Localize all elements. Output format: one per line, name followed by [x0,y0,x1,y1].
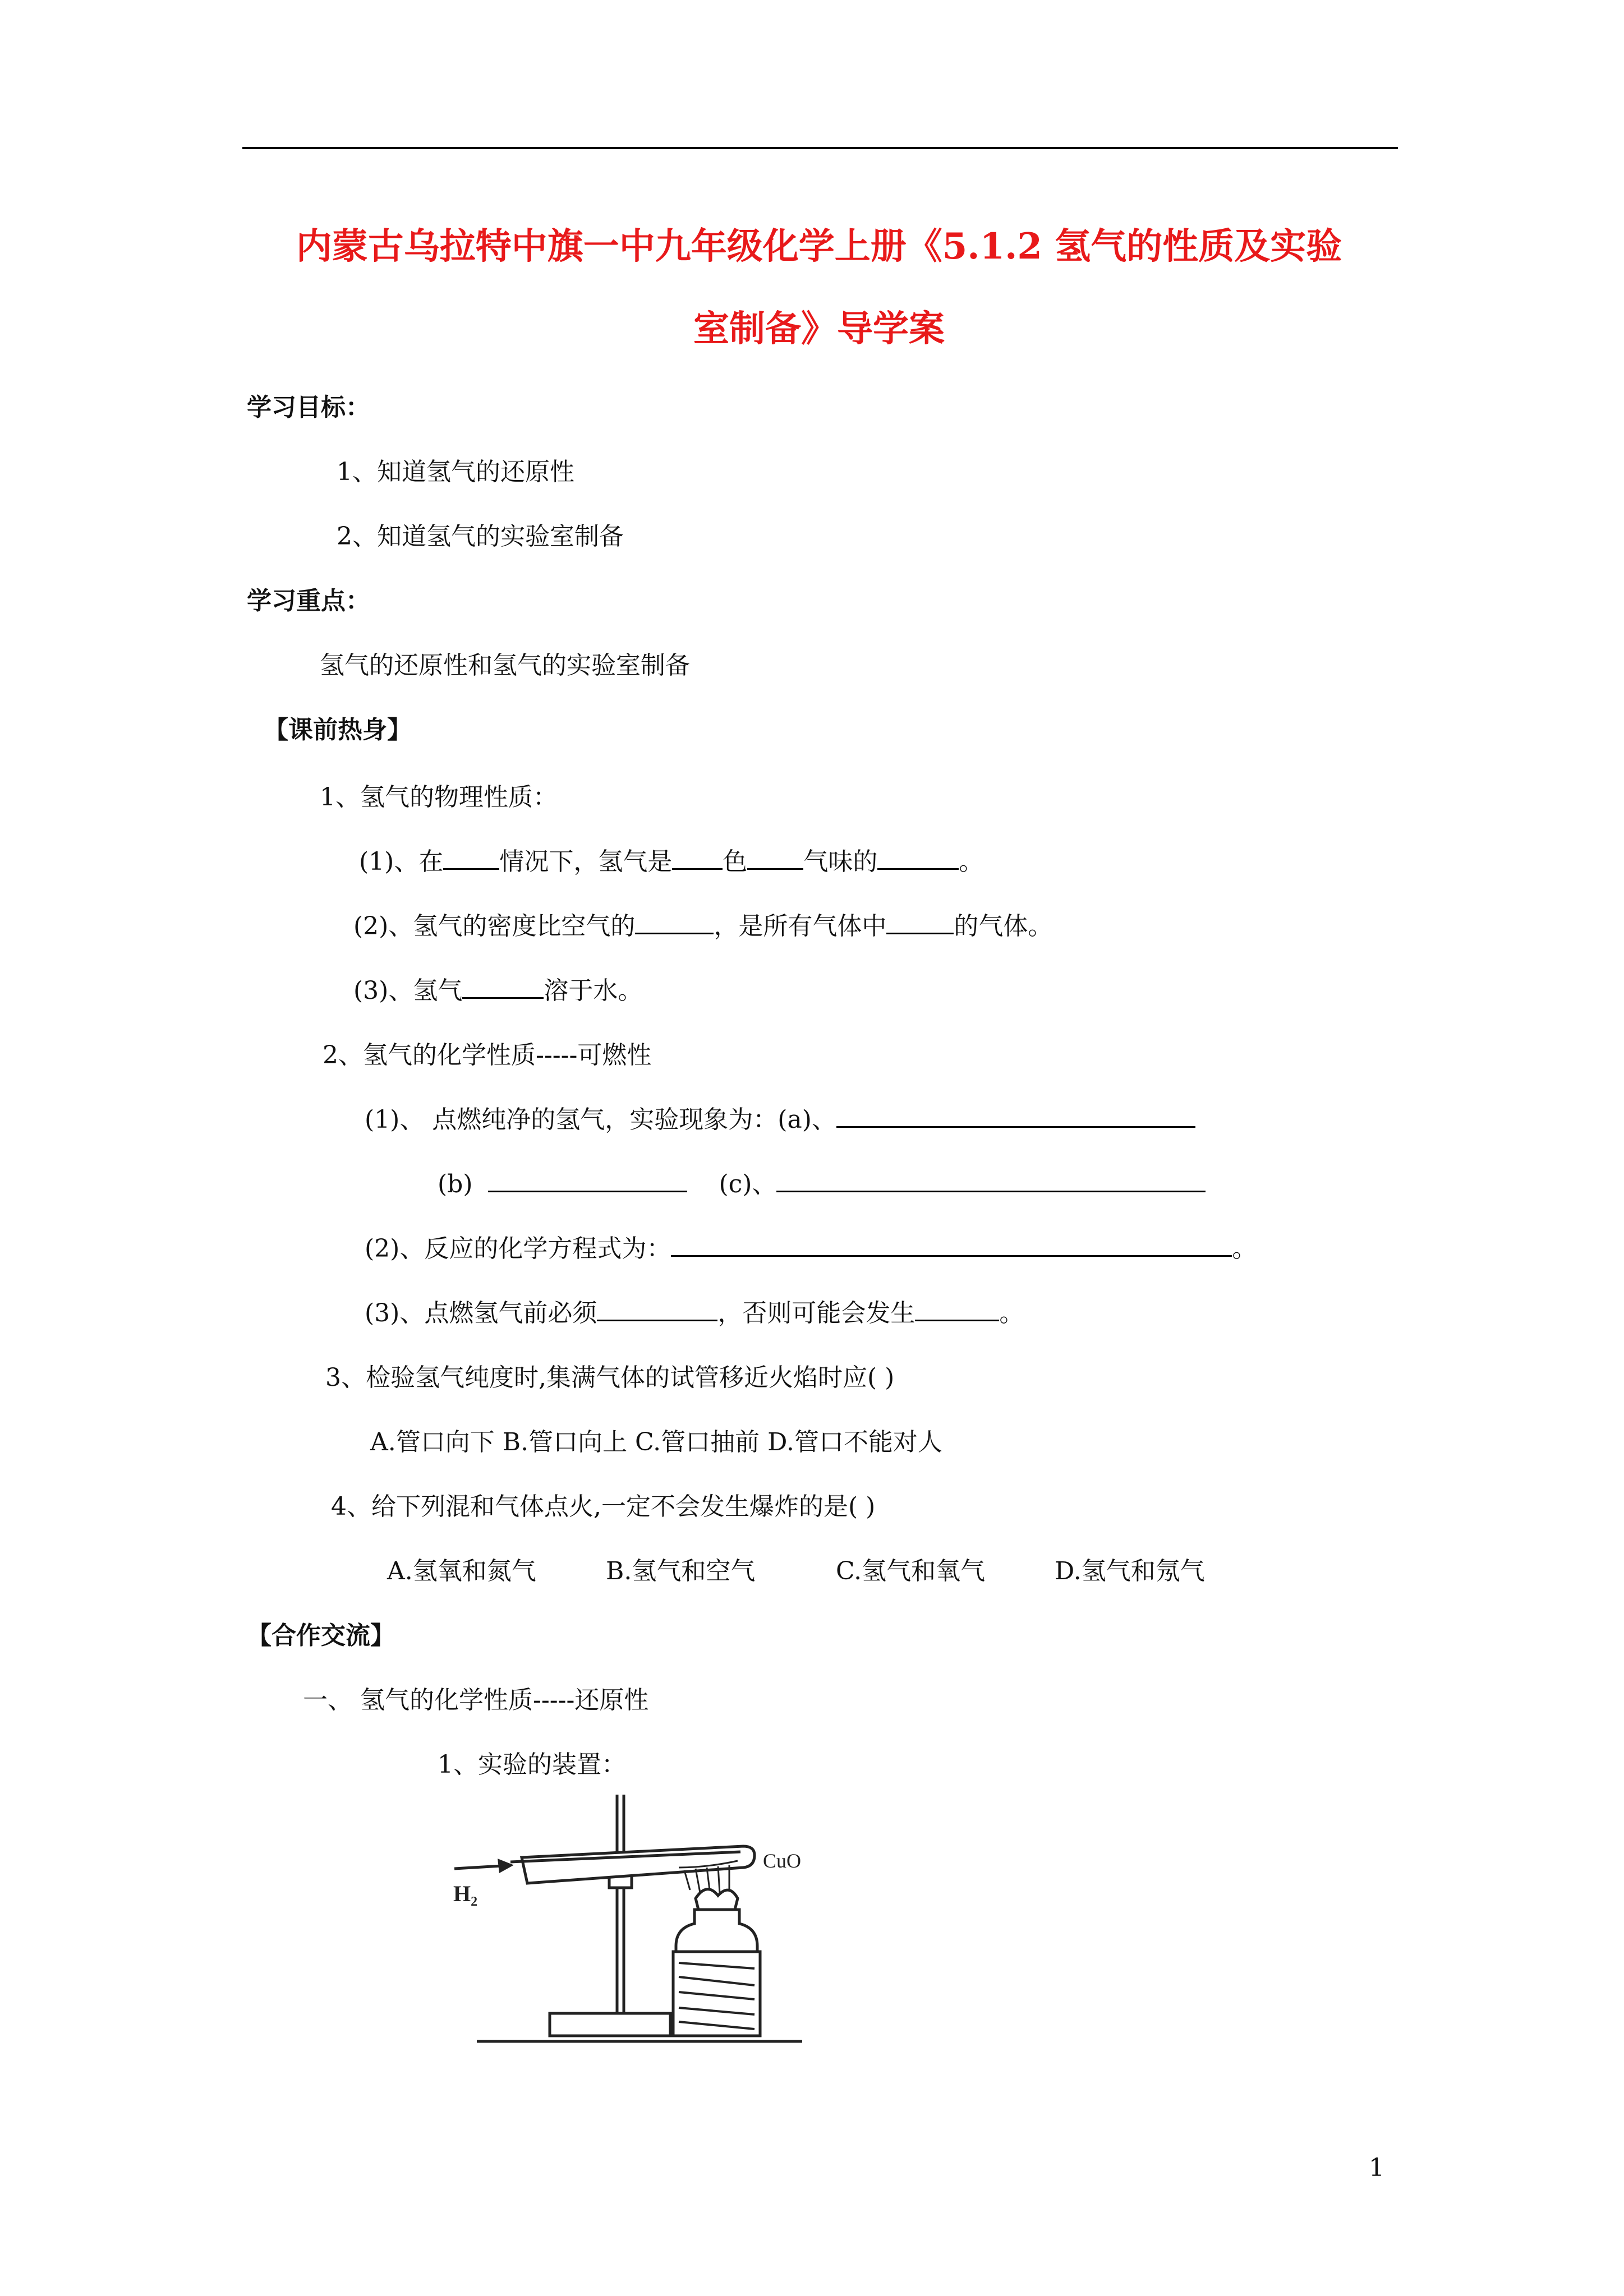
q2-line3-text: (2)、反应的化学方程式为： [365,1234,671,1263]
q1-line3-text-a: (3)、氢气 [353,976,463,1005]
q1-line1 [359,841,983,877]
q2-line1-text: (1)、 点燃纯净的氢气，实验现象为：(a)、 [365,1105,836,1134]
blank-phenomenon-b[interactable] [488,1166,687,1192]
q4-option-a: A.氢氧和氮气 [387,1557,536,1585]
q2-title: 2、氢气的化学性质-----可燃性 [323,1041,652,1069]
q3-stem: 3、检验氢气纯度时,集满气体的试管移近火焰时应( ) [325,1363,895,1392]
q2-line4-text-a: (3)、点燃氢气前必须 [365,1299,597,1327]
q4-option-d: D.氢气和氖气 [1055,1557,1205,1585]
q2-line2-label-b: (b) [438,1170,473,1198]
q1-line2 [353,906,1052,942]
stand-base [550,2013,670,2036]
key-points-text: 氢气的还原性和氢气的实验室制备 [320,651,690,680]
objective-item-1: 1、知道氢气的还原性 [337,458,574,486]
q1-line1-text-c: 色 [723,847,748,876]
q4-option-c: C.氢气和氧气 [836,1557,986,1585]
q3-options: A.管口向下 B.管口向上 C.管口抽前 D.管口不能对人 [370,1428,942,1456]
apparatus-item: 1、实验的装置： [438,1750,626,1779]
blank-state[interactable] [877,843,959,870]
objective-item-2: 2、知道氢气的实验室制备 [337,522,624,551]
q2-line4 [365,1293,1024,1329]
q2-line4-text-c: 。 [999,1299,1024,1327]
q2-line4-text-b: ，否则可能会发生 [717,1299,915,1327]
blank-density[interactable] [635,908,714,934]
q1-line2-text-c: 的气体。 [954,912,1053,940]
flame [696,1889,738,1910]
alcohol-lamp [676,1910,757,1952]
q1-line2-text-b: ，是所有气体中 [714,912,887,940]
blank-phenomenon-a[interactable] [836,1101,1195,1128]
q1-title: 1、氢气的物理性质： [320,783,558,812]
q2-line2 [438,1164,1206,1200]
q1-line3 [353,970,642,1006]
q2-line2-label-c: (c)、 [719,1170,777,1198]
blank-consequence[interactable] [915,1295,999,1321]
q1-line2-text-a: (2)、氢气的密度比空气的 [353,912,636,940]
document-title-line1: 内蒙古乌拉特中旗一中九年级化学上册《5.1.2 氢气的性质及实验 [296,225,1342,268]
q1-line1-text-d: 气味的 [803,847,878,876]
header-rule [242,147,1398,149]
hydrogen-reduction-apparatus-figure [443,1783,825,2053]
q2-line1 [365,1099,1195,1135]
document-title-line2: 室制备》导学案 [693,308,945,350]
blank-phenomenon-c[interactable] [776,1166,1206,1192]
q4-stem: 4、给下列混和气体点火,一定不会发生爆炸的是( ) [331,1492,876,1521]
q2-line3 [365,1228,1257,1264]
q1-line1-text-b: 情况下，氢气是 [499,847,673,876]
cuo-label: CuO [763,1850,802,1872]
blank-color[interactable] [672,843,723,870]
cooperation-heading: 【合作交流】 [247,1621,395,1650]
objectives-heading: 学习目标： [247,393,370,422]
warmup-heading: 【课前热身】 [264,716,412,744]
page-number: 1 [1369,2154,1384,2182]
q1-line3-text-b: 溶于水。 [544,976,643,1005]
blank-precaution[interactable] [597,1295,717,1321]
q1-line1-text-e: 。 [959,847,984,876]
blank-lightest[interactable] [886,908,954,934]
section1-title: 一、 氢气的化学性质-----还原性 [303,1686,649,1714]
blank-condition[interactable] [443,843,499,870]
h2-arrow [499,1861,510,1871]
blank-solubility[interactable] [462,972,544,999]
q2-line3-end: 。 [1232,1234,1257,1263]
key-points-heading: 学习重点： [247,587,370,615]
blank-equation[interactable] [671,1230,1232,1257]
q1-line1-text-a: (1)、在 [359,847,444,876]
q4-option-b: B.氢气和空气 [606,1557,756,1585]
blank-odor[interactable] [747,843,803,870]
h2-label: H₂ [453,1881,478,1906]
